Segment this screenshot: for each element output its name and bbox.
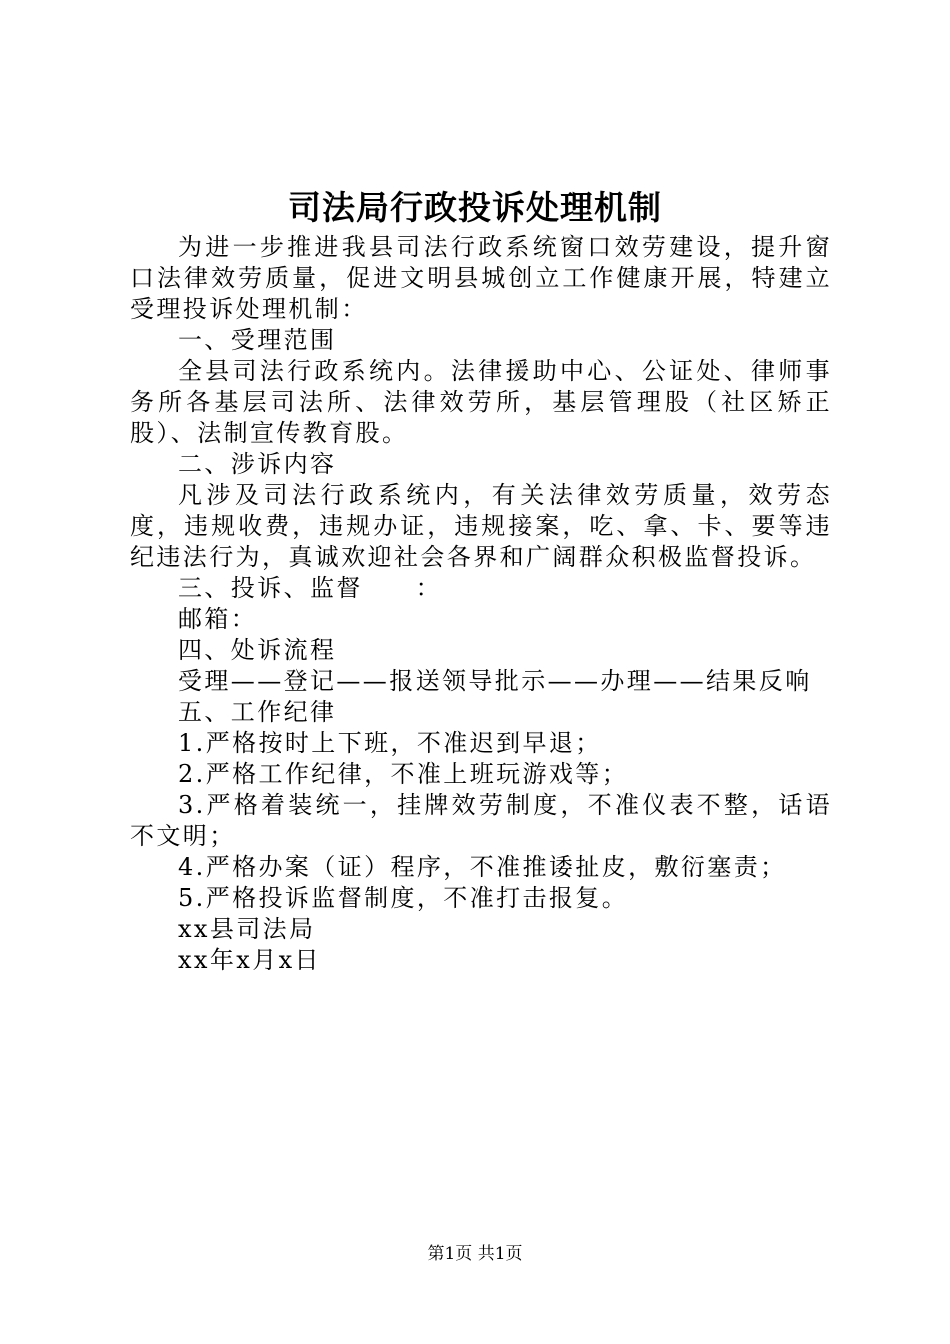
document-title: 司法局行政投诉处理机制 [288,188,662,227]
rule-item-4: 4.严格办案（证）程序，不准推诿扯皮，敷衍塞责； [178,853,787,881]
intro-paragraph: 为进一步推进我县司法行政系统窗口效劳建设，提升窗口法律效劳质量，促进文明县城创立工作健康开展，特建立受理投诉处理机制： [130,233,832,323]
page-footer: 第1页 共1页 [427,1244,523,1264]
signature-org: xx县司法局 [178,915,316,943]
section3-heading: 三、投诉、监督 ： [178,574,442,602]
section5-heading: 五、工作纪律 [178,698,337,726]
section2-heading: 二、涉诉内容 [178,450,337,478]
section1-body: 全县司法行政系统内。法律援助中心、公证处、律师事务所各基层司法所、法律效劳所，基层管理股（社区矫正股）、法制宣传教育股。 [130,357,832,447]
signature-date: xx年x月x日 [178,946,321,974]
rule-item-5: 5.严格投诉监督制度，不准打击报复。 [178,884,629,912]
section2-body: 凡涉及司法行政系统内，有关法律效劳质量，效劳态度，违规收费，违规办证，违规接案，吃、拿、卡、要等违纪违法行为，真诚欢迎社会各界和广阔群众积极监督投诉。 [130,481,832,571]
section1-heading: 一、受理范围 [178,326,337,354]
rule-item-2: 2.严格工作纪律，不准上班玩游戏等； [178,760,629,788]
section4-flow: 受理——登记——报送领导批示——办理——结果反响 [178,667,812,695]
document-body [130,232,832,976]
section3-email: 邮箱： [178,605,258,633]
rule-item-3: 3.严格着装统一，挂牌效劳制度，不准仪表不整，话语不文明； [130,791,832,850]
rule-item-1: 1.严格按时上下班，不准迟到早退； [178,729,602,757]
section4-heading: 四、处诉流程 [178,636,337,664]
